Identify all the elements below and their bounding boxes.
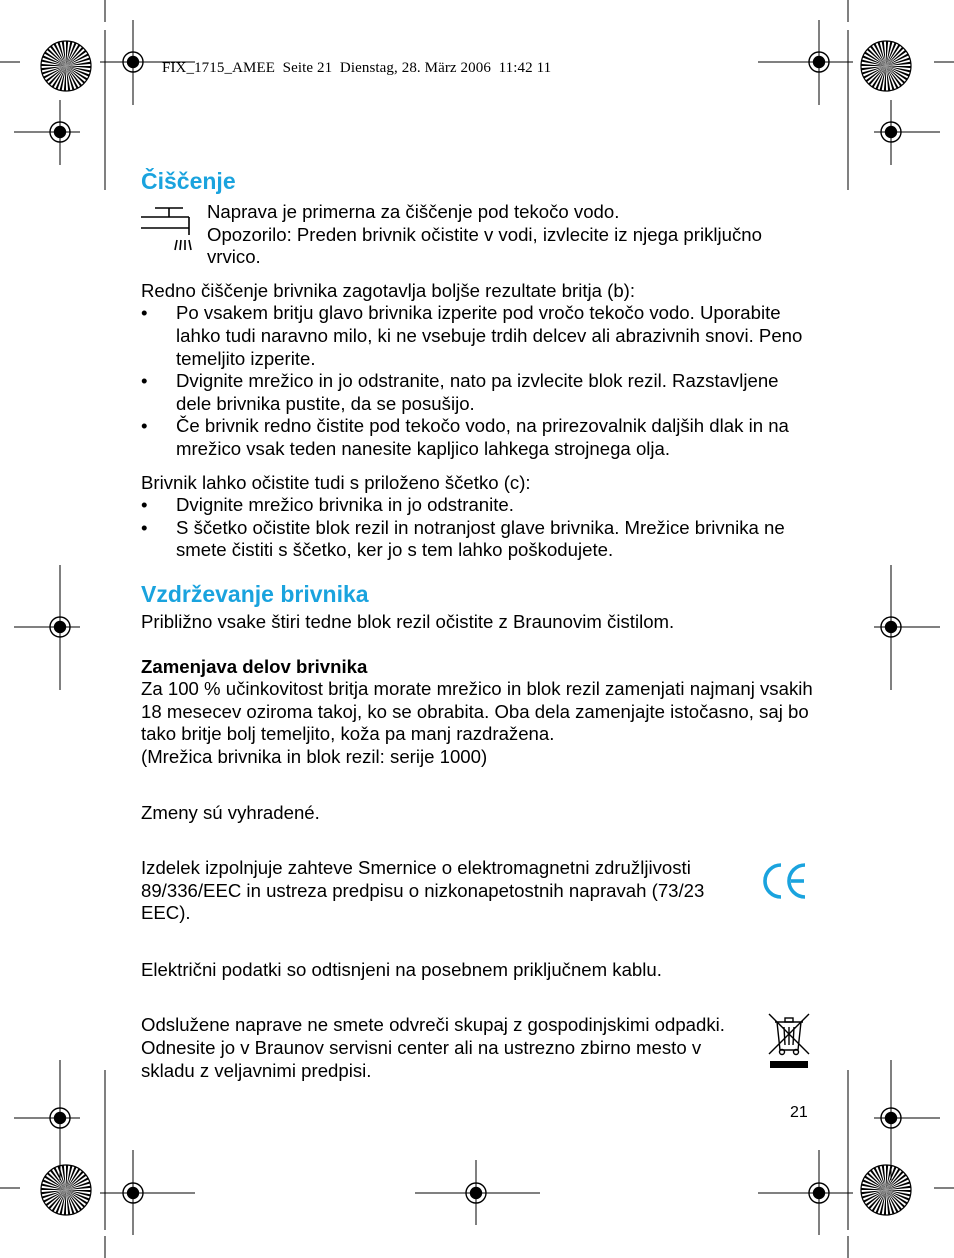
regular-cleaning-lead: Redno čiščenje brivnika zagotavlja boljše rezultate britja (b): <box>141 279 636 301</box>
section-title-maintenance: Vzdrževanje brivnika <box>141 580 369 607</box>
parts-series-note: (Mrežica brivnika in blok rezil: serije 1000) <box>141 745 488 767</box>
color-target-icon <box>861 41 911 91</box>
electrical-data-note: Električni podatki so odtisnjeni na posebnem priključnem kablu. <box>141 958 662 980</box>
disposal-text: Odslužene naprave ne smete odvreči skupaj z gospodinjskimi odpadki. Odnesite jo v Braunov servisni center ali na ustrezno zbirno mesto v skladu z veljavnimi predpisi. <box>141 1014 725 1081</box>
list-item: • Dvignite mrežico in jo odstranite, nato pa izvlecite blok rezil. Razstavljene dele brivnika pustite, da se posušijo. <box>141 370 813 415</box>
water-tap-icon <box>141 203 193 251</box>
list-item: • Če brivnik redno čistite pod tekočo vodo, na prirezovalnik daljših dlak in na mrežico vsak teden nanesite kapljico lahkega strojnega olja. <box>141 415 813 460</box>
ce-mark-icon <box>761 860 809 902</box>
changes-reserved-note: Zmeny sú vyhradené. <box>141 802 320 824</box>
maintenance-text: Približno vsake štiri tedne blok rezil očistite z Braunovim čistilom. <box>141 610 675 632</box>
section-title-cleaning: Čiščenje <box>141 168 236 194</box>
intro-line: Naprava je primerna za čiščenje pod tekočo vodo. <box>207 201 620 222</box>
cleaning-intro <box>141 201 813 269</box>
intro-warning: Opozorilo: Preden brivnik očistite v vodi, izvlecite iz njega priključno vrvico. <box>207 223 762 268</box>
brush-cleaning-lead: Brivnik lahko očistite tudi s priloženo ščetko (c): <box>141 471 531 493</box>
list-item: • Dvignite mrežico brivnika in jo odstranite. <box>141 494 813 517</box>
regular-cleaning-list <box>141 302 813 460</box>
parts-replacement-title: Zamenjava delov brivnika <box>141 655 368 677</box>
disposal-notice <box>141 1014 813 1082</box>
color-target-icon <box>41 41 91 91</box>
list-item: • Po vsakem britju glavo brivnika izperite pod vročo tekočo vodo. Uporabite lahko tudi naravno milo, ki ne vsebuje trdih delcev ali abrazivnih snovi. Peno temeljito izperite. <box>141 302 813 370</box>
color-target-icon <box>861 1165 911 1215</box>
parts-replacement-text: Za 100 % učinkovitost britja morate mrežico in blok rezil zamenjati najmanj vsakih 18 mesecev oziroma takoj, ko se obrabita. Oba dela zamenjajte istočasno, saj bo tako britje bolj temeljito, koža pa manj razdražena. <box>141 678 813 745</box>
color-target-icon <box>41 1165 91 1215</box>
page-content <box>141 166 813 1082</box>
crossed-bin-icon <box>767 1010 811 1072</box>
list-item: • S ščetko očistite blok rezil in notranjost glave brivnika. Mrežice brivnika ne smete čistiti s ščetko, ker jo s tem lahko poškodujete. <box>141 517 813 562</box>
ce-notice <box>141 857 813 925</box>
ce-text: Izdelek izpolnjuje zahteve Smernice o elektromagnetni združljivosti 89/336/EEC in ustreza predpisu o nizkonapetostnih napravah (73/23 EEC). <box>141 857 705 924</box>
brush-cleaning-list <box>141 494 813 562</box>
print-slug: FIX_1715_AMEE Seite 21 Dienstag, 28. März 2006 11:42 11 <box>162 60 552 76</box>
page-number: 21 <box>790 1104 808 1121</box>
